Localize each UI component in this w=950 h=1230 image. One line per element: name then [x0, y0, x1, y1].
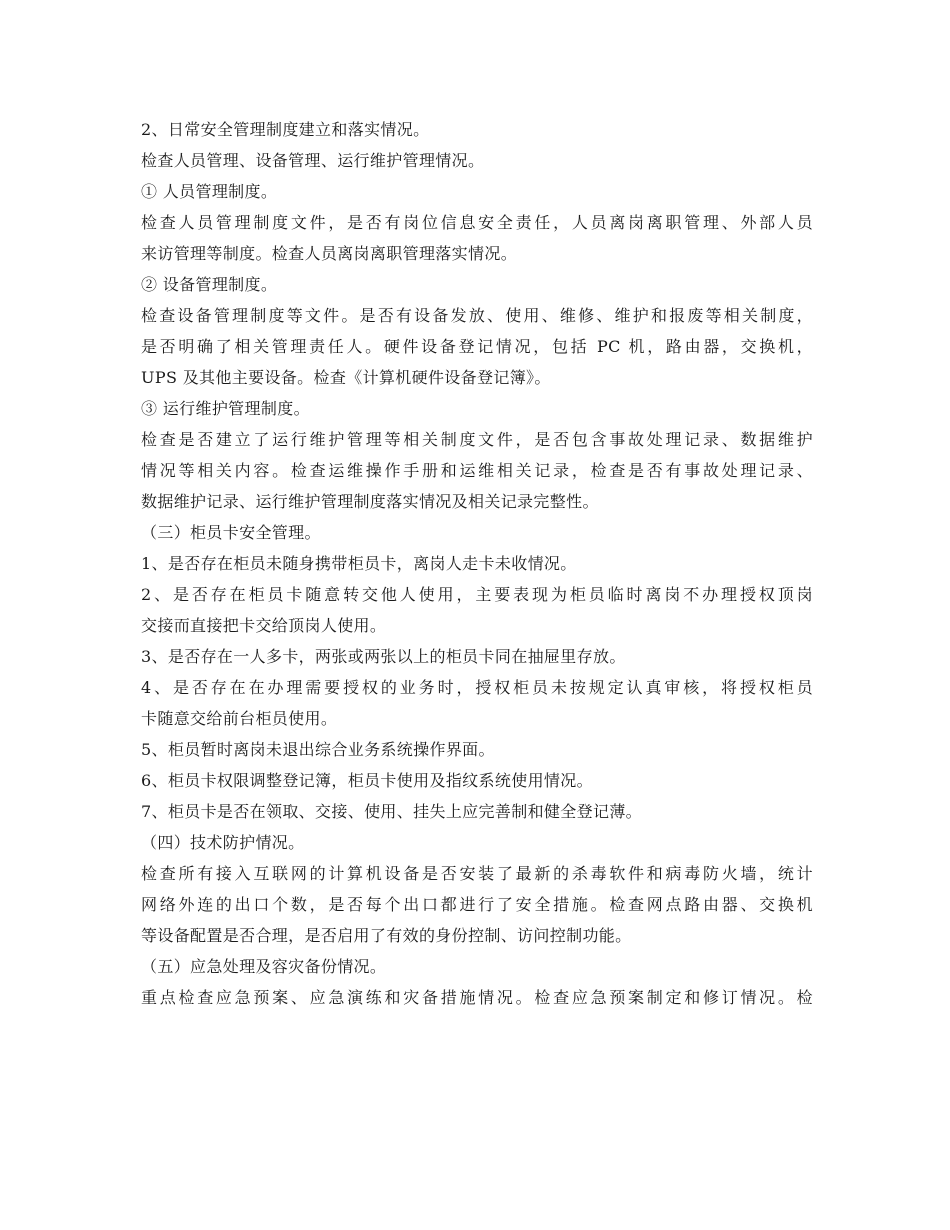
section-heading: （三）柜员卡安全管理。: [141, 523, 321, 542]
subsection-heading: ② 设备管理制度。: [141, 275, 278, 294]
paragraph-line: 是否明确了相关管理责任人。硬件设备登记情况，包括 PC 机，路由器，交换机，: [141, 337, 813, 356]
section-heading: （五）应急处理及容灾备份情况。: [141, 957, 387, 976]
paragraph-line: 网络外连的出口个数，是否每个出口都进行了安全措施。检查网点路由器、交换机: [141, 895, 813, 914]
subsection-heading: ① 人员管理制度。: [141, 182, 278, 201]
list-item: 4、是否存在在办理需要授权的业务时，授权柜员未按规定认真审核，将授权柜员: [141, 678, 813, 697]
list-item: 6、柜员卡权限调整登记簿，柜员卡使用及指纹系统使用情况。: [141, 771, 593, 790]
list-item: 7、柜员卡是否在领取、交接、使用、挂失上应完善制和健全登记薄。: [141, 802, 643, 821]
paragraph-line: UPS 及其他主要设备。检查《计算机硬件设备登记簿》。: [141, 368, 551, 387]
paragraph-line: 等设备配置是否合理，是否启用了有效的身份控制、访问控制功能。: [141, 926, 632, 945]
paragraph-line: 检查是否建立了运行维护管理等相关制度文件，是否包含事故处理记录、数据维护: [141, 430, 813, 449]
paragraph-line: 数据维护记录、运行维护管理制度落实情况及相关记录完整性。: [141, 492, 599, 511]
paragraph-line: 情况等相关内容。检查运维操作手册和运维相关记录，检查是否有事故处理记录、: [141, 461, 813, 480]
paragraph-line: 检查设备管理制度等文件。是否有设备发放、使用、维修、维护和报废等相关制度，: [141, 306, 813, 325]
list-item: 5、柜员暂时离岗未退出综合业务系统操作界面。: [141, 740, 495, 759]
list-item: 2、是否存在柜员卡随意转交他人使用，主要表现为柜员临时离岗不办理授权顶岗: [141, 585, 813, 604]
paragraph-line: 重点检查应急预案、应急演练和灾备措施情况。检查应急预案制定和修订情况。检: [141, 988, 813, 1007]
subsection-heading: ③ 运行维护管理制度。: [141, 399, 310, 418]
section-heading: （四）技术防护情况。: [141, 833, 305, 852]
list-item: 3、是否存在一人多卡，两张或两张以上的柜员卡同在抽屉里存放。: [141, 647, 626, 666]
list-item-continuation: 交接而直接把卡交给顶岗人使用。: [141, 616, 387, 635]
paragraph-line: 检查所有接入互联网的计算机设备是否安装了最新的杀毒软件和病毒防火墙，统计: [141, 864, 813, 883]
list-item: 1、是否存在柜员未随身携带柜员卡，离岗人走卡未收情况。: [141, 554, 577, 573]
paragraph-line: 检查人员管理制度文件，是否有岗位信息安全责任，人员离岗离职管理、外部人员: [141, 213, 813, 232]
paragraph-line: 来访管理等制度。检查人员离岗离职管理落实情况。: [141, 244, 518, 263]
paragraph-line: 检查人员管理、设备管理、运行维护管理情况。: [141, 151, 485, 170]
list-item-continuation: 卡随意交给前台柜员使用。: [141, 709, 338, 728]
section-heading: 2、日常安全管理制度建立和落实情况。: [141, 120, 430, 139]
document-body: [141, 114, 813, 1013]
